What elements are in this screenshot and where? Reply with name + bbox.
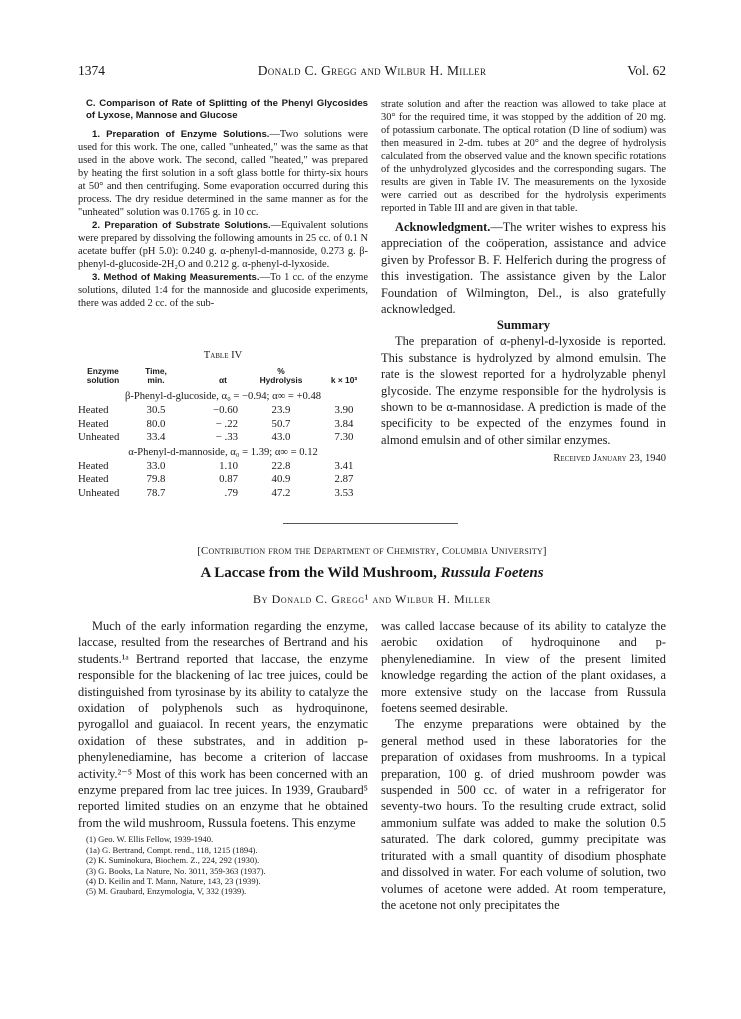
table-cell: 3.90 <box>334 404 354 416</box>
footnote: (2) K. Suminokura, Biochem. Z., 224, 292 (1930). <box>86 855 260 866</box>
table-row <box>78 487 368 501</box>
table-cell: − .22 <box>215 417 238 430</box>
table-cell: 3.84 <box>334 417 354 430</box>
summary-text: The preparation of α-phenyl-d-lyxoside is reported. This substance is hydrolyzed by almond emulsin. The rate is the slowest reported for a hydrolyzable phenyl glycoside. The enzyme responsible for the hydrolysis is shown to be α-mannosidase. A prediction is made of the specificity to be expected of the enzymes found in almond emulsin and of other similar enzymes. <box>381 334 666 447</box>
left-body-column <box>78 618 368 897</box>
section-title: C. Comparison of Rate of Splitting of the Phenyl Glycosides of Lyxose, Mannose and Glucose <box>86 98 368 121</box>
table-cell: 80.0 <box>146 417 166 430</box>
table-cell: 30.5 <box>146 404 166 416</box>
table-cell: .79 <box>224 486 238 499</box>
table-row <box>78 404 368 418</box>
right-top-column <box>381 98 666 465</box>
table-cell: Heated <box>78 404 109 416</box>
running-title: Donald C. Gregg and Wilbur H. Miller <box>257 63 487 78</box>
paragraph: 2. Preparation of Substrate Solutions.—Equivalent solutions were prepared by dissolving the following amounts in 25 cc. of 0.1 N acetate buffer (pH 5.0): 0.240 g. α-phenyl-d-mannoside, 0.273 g. β-phenyl-d-glucoside-2H₂O and 0.212 g. α-phenyl-d-lyxoside. <box>78 220 368 270</box>
table-caption: Table IV <box>203 350 243 361</box>
volume-number: Vol. 62 <box>627 63 666 78</box>
table-cell: 3.41 <box>334 459 354 472</box>
table-cell: 22.8 <box>271 459 291 472</box>
running-header <box>78 63 666 83</box>
table-cell: Heated <box>78 459 109 472</box>
table-header <box>78 367 368 389</box>
table-cell: 33.4 <box>146 431 166 443</box>
acknowledgment: Acknowledgment.—The writer wishes to express his appreciation of the coöperation, assistance and advice given by Professor B. F. Helferich during the progress of this investigation. The assistance given by the Lalor Foundation of Wilmington, Del., is also gratefully acknowledged. <box>381 220 666 317</box>
received-date: Received January 23, 1940 <box>553 453 666 465</box>
table-cell: 2.87 <box>334 473 354 485</box>
footnote: (5) M. Graubard, Enzymologia, V, 332 (1939). <box>86 886 247 897</box>
col-header: αt <box>219 375 227 385</box>
paragraph: 3. Method of Making Measurements.—To 1 cc. of the enzyme solutions, diluted 1:4 for the mannoside and glucoside experiments, there was added 2 cc. of the sub- <box>78 272 368 309</box>
footnotes <box>78 834 368 896</box>
table-cell: Heated <box>78 473 109 485</box>
footnote: (1) Geo. W. Ellis Fellow, 1939-1940. <box>86 834 214 845</box>
right-body-column <box>381 618 666 913</box>
paragraph: strate solution and after the reaction was allowed to take place at 30° for the required time, it was stopped by the addition of 20 mg. of potassium carbonate. The optical rotation (D line of sodium) was then measured in 2-dm. tubes at 20° and the degree of hydrolysis calculated from the observed value and the known specific rotations of the unhydrolyzed glycosides and the corresponding sugars. The results are given in Table IV. The measurements on the lyxoside were carried out as described for the hydrolysis experiments reported in Table III and are given in that table. <box>381 99 666 214</box>
col-header: k × 10³ <box>330 375 358 385</box>
left-top-column <box>78 98 368 310</box>
table-cell: 3.53 <box>334 486 354 499</box>
table-cell: 1.10 <box>219 459 238 472</box>
paragraph: was called laccase because of its ability to catalyze the aerobic oxidation of hydroquinone and p-phenylenediamine. In view of the present limited knowledge regarding the action of the plant oxidases, a more extensive study on the laccase from Russula foetens seemed desirable. <box>381 619 666 716</box>
table-cell: 40.9 <box>271 473 291 485</box>
table-cell: 43.0 <box>271 431 291 443</box>
paragraph: Much of the early information regarding the enzyme, laccase, resulted from the researches of Bertrand and his students.¹ᵃ Bertrand reported that laccase, the enzyme responsible for the blackening of lac tree juices, could be distinguished from tyrosinase by its ability to catalyze the oxidation of polyphenols such as hydroquinone, pyrogallol and guaiacol. In recent years, the enzymatic oxidation of these substrates, and in addition p-phenylenediamine, has become a criterion of laccase activity.²⁻⁵ Most of this work has been concerned with an enzyme prepared from lac tree juices. In 1939, Graubard⁵ reported limited studies on an enzyme that he obtained from the wild mushroom, Russula foetens. This enzyme <box>78 619 368 830</box>
table-group-label: β-Phenyl-d-glucoside, α₀ = −0.94; α∞ = +0.48 <box>124 391 322 402</box>
col-header: Time, min. <box>145 366 167 385</box>
table-cell: 0.87 <box>219 473 238 485</box>
paragraph: The enzyme preparations were obtained by the general method used in these laboratories for the preparation of oxidases from mushrooms. In a typical preparation, 100 g. of dried mushroom powder was suspended in 500 cc. of water in a refrigerator for seventy-two hours. To the resulting crude extract, solid ammonium sulfate was added to make the solution 0.5 saturated. The dark colored, gummy precipitate was triturated with a small quantity of disodium phosphate and dissolved in water. For each volume of solution, two volumes of acetone were added. At room temperature, the acetone not only precipitates the <box>381 717 666 912</box>
table-cell: 7.30 <box>334 431 354 443</box>
table-cell: 33.0 <box>146 459 166 472</box>
table-body <box>78 391 368 500</box>
footnote: (3) G. Books, La Nature, No. 3011, 359-363 (1937). <box>86 865 266 876</box>
table-row <box>78 473 368 487</box>
table-cell: 47.2 <box>271 486 291 499</box>
contribution-line: [Contribution from the Department of Chemistry, Columbia University] <box>197 545 547 557</box>
page-number: 1374 <box>78 63 105 78</box>
col-header: % Hydrolysis <box>259 366 303 385</box>
table-group-label: α-Phenyl-d-mannoside, α₀ = 1.39; α∞ = 0.12 <box>128 446 318 458</box>
table-row <box>78 460 368 474</box>
table-iv <box>78 350 368 500</box>
paragraph: 1. Preparation of Enzyme Solutions.—Two solutions were used for this work. The one, called "unheated," was the same as that used in the above work. The second, called "heated," was prepared by heating the first solution in a soft glass bottle for thirty-six hours at 50° and then centrifuging. Some evaporation occurred during this process. The dry residue determined in the same manner as for the "unheated" solution was 0.1765 g. in 10 cc. <box>78 129 368 218</box>
divider <box>283 523 458 524</box>
table-cell: Unheated <box>78 431 120 443</box>
table-cell: 79.8 <box>146 473 166 485</box>
table-row <box>78 431 368 445</box>
footnote: (4) D. Keilin and T. Mann, Nature, 143, 23 (1939). <box>86 875 261 886</box>
summary-title: Summary <box>496 318 551 333</box>
table-cell: 23.9 <box>271 404 291 416</box>
col-header: Enzyme solution <box>86 366 120 385</box>
table-row <box>78 418 368 432</box>
article-title: A Laccase from the Wild Mushroom, Russula Foetens <box>200 565 544 581</box>
footnote: (1a) G. Bertrand, Compt. rend., 118, 1215 (1894). <box>86 844 258 855</box>
byline: By Donald C. Gregg¹ and Wilbur H. Miller <box>253 592 491 606</box>
table-cell: Unheated <box>78 486 120 499</box>
table-cell: −0.60 <box>213 404 238 416</box>
table-cell: 78.7 <box>146 486 166 499</box>
table-cell: Heated <box>78 417 109 430</box>
table-cell: − .33 <box>215 431 238 443</box>
table-cell: 50.7 <box>271 417 291 430</box>
